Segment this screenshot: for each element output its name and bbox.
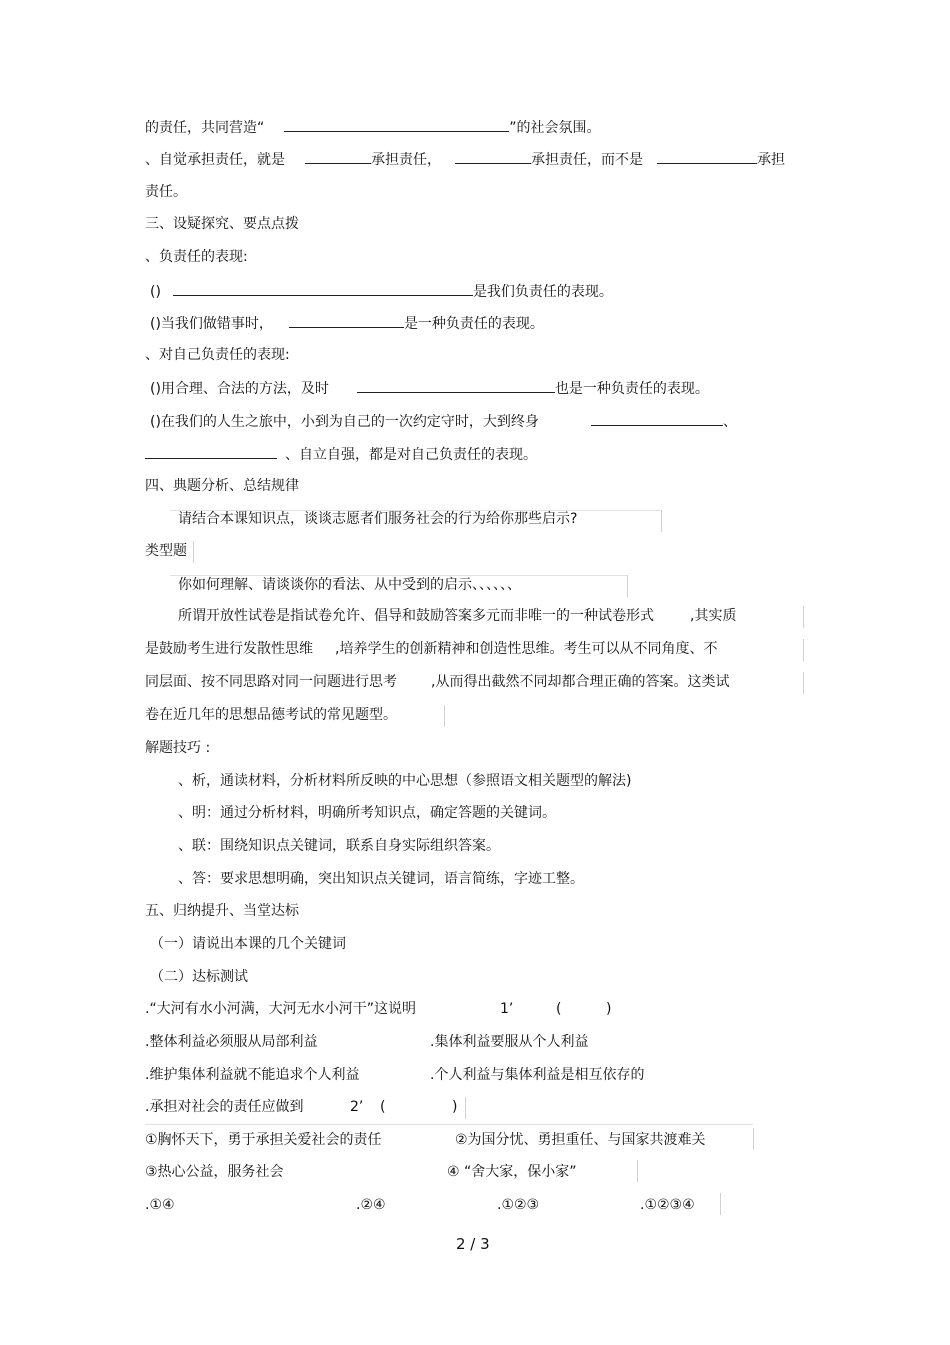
text: 是一种负责任的表现。 (403, 316, 544, 332)
choice-item: ④ “舍大家，保小家” (447, 1164, 577, 1180)
text: 同层面、按不同思路对同一问题进行思考 (145, 674, 397, 690)
text-line (145, 672, 729, 692)
choice-item: ③热心公益，服务社会 (145, 1164, 284, 1180)
text-line (150, 313, 544, 333)
text: 是鼓励考生进行发散性思维 (145, 641, 313, 657)
option: .整体利益必须服从局部利益 (145, 1034, 318, 1050)
text-line (145, 639, 717, 659)
text: ,培养学生的创新精神和创造性思维。考生可以从不同角度、不 (335, 641, 718, 657)
text-line (150, 281, 613, 301)
text: () (150, 284, 161, 300)
divider (803, 606, 804, 628)
text: 的责任，共同营造“ (145, 120, 265, 136)
answer-paren-open: ( (556, 1001, 562, 1017)
section-heading: 四、典题分析、总结规律 (145, 478, 299, 494)
answer-paren-open: ( (380, 1099, 386, 1115)
answer-option: .①②③④ (640, 1197, 695, 1213)
fill-blank (173, 281, 473, 296)
fill-blank (357, 378, 555, 393)
text: ”的社会氛围。 (509, 120, 601, 136)
question-text: .“大河有水小河满，大河无水小河干”这说明 (145, 1001, 416, 1017)
score: 1’ (500, 1001, 514, 1017)
sub-heading: （二）达标测试 (150, 969, 248, 985)
text-line (150, 411, 737, 431)
question-text: 请结合本课知识点，谈谈志愿者们服务社会的行为给你那些启示? (178, 511, 578, 527)
text: ()在我们的人生之旅中，小到为自己的一次约定守时，大到终身 (150, 414, 539, 430)
text: 、自立自强，都是对自己负责任的表现。 (285, 447, 537, 463)
sub-heading: （一）请说出本课的几个关键词 (150, 936, 346, 952)
divider (444, 705, 445, 727)
text-line (145, 444, 537, 464)
list-item: 、析，通读材料，分析材料所反映的中心思想（参照语文相关题型的解法) (178, 773, 632, 789)
text: ,从而得出截然不同却都合理正确的答案。这类试 (431, 674, 730, 690)
divider (627, 575, 628, 597)
divider (170, 575, 628, 576)
list-item: 、联：围绕知识点关键词，联系自身实际组织答案。 (178, 838, 500, 854)
divider (803, 639, 804, 661)
question-text: 你如何理解、请谈谈你的看法、从中受到的启示、、、、、、 (178, 577, 521, 593)
sub-heading: 、对自己负责任的表现: (145, 347, 290, 363)
divider (661, 510, 662, 532)
sub-heading: 、负责任的表现: (145, 249, 248, 265)
text: 承担 (757, 152, 785, 168)
text: 也是一种负责任的表现。 (554, 381, 709, 397)
text-line: 类型题 (145, 543, 187, 559)
question-text: .承担对社会的责任应做到 (145, 1099, 304, 1115)
text: 承担责任， (371, 152, 441, 168)
fill-blank (657, 149, 757, 164)
answer-option: .②④ (356, 1197, 386, 1213)
divider (753, 1128, 754, 1150)
choice-item: ②为国分忧、勇担重任、与国家共渡难关 (455, 1132, 706, 1148)
answer-option: .①②③ (497, 1197, 540, 1213)
text: 、自觉承担责任，就是 (145, 152, 285, 168)
divider (465, 1097, 466, 1119)
option: .集体利益要服从个人利益 (430, 1034, 589, 1050)
fill-blank (591, 411, 723, 426)
text-line (178, 606, 736, 626)
choice-item: ①胸怀天下，勇于承担关爱社会的责任 (145, 1132, 382, 1148)
text: ,其实质 (690, 608, 737, 624)
fill-blank (145, 444, 277, 459)
divider (170, 510, 662, 511)
section-heading: 五、归纳提升、当堂达标 (145, 903, 299, 919)
text-line: 责任。 (145, 184, 187, 200)
divider (803, 672, 804, 694)
text: ()用合理、合法的方法，及时 (150, 381, 329, 397)
text: 是我们负责任的表现。 (472, 284, 613, 300)
score: 2’ (350, 1099, 364, 1115)
fill-blank (305, 149, 371, 164)
text: 所谓开放性试卷是指试卷允许、倡导和鼓励答案多元而非唯一的一种试卷形式 (178, 608, 654, 624)
fill-blank (289, 313, 404, 328)
option: .维护集体利益就不能追求个人利益 (145, 1067, 360, 1083)
text-line (145, 117, 601, 137)
divider (720, 1193, 721, 1215)
sub-heading: 解题技巧 : (145, 740, 211, 756)
divider (637, 1160, 638, 1182)
list-item: 、明：通过分析材料，明确所考知识点，确定答题的关键词。 (178, 805, 556, 821)
option: .个人利益与集体利益是相互依存的 (430, 1067, 645, 1083)
divider (145, 1124, 753, 1125)
answer-paren-close: ) (452, 1099, 458, 1115)
text: 、 (722, 414, 737, 430)
section-heading: 三、设疑探究、要点点拨 (145, 216, 299, 232)
text-line (145, 149, 785, 169)
text: 承担责任，而不是 (531, 152, 643, 168)
fill-blank (455, 149, 531, 164)
answer-paren-close: ) (606, 1001, 612, 1017)
divider (193, 541, 194, 563)
fill-blank (284, 117, 509, 132)
answer-option: .①④ (145, 1197, 175, 1213)
list-item: 、答：要求思想明确，突出知识点关键词，语言简练，字迹工整。 (178, 871, 584, 887)
text-line (150, 378, 709, 398)
text-line: 卷在近几年的思想品德考试的常见题型。 (145, 707, 397, 723)
page-number: 2 / 3 (456, 1235, 490, 1253)
text: ()当我们做错事时， (150, 316, 273, 332)
